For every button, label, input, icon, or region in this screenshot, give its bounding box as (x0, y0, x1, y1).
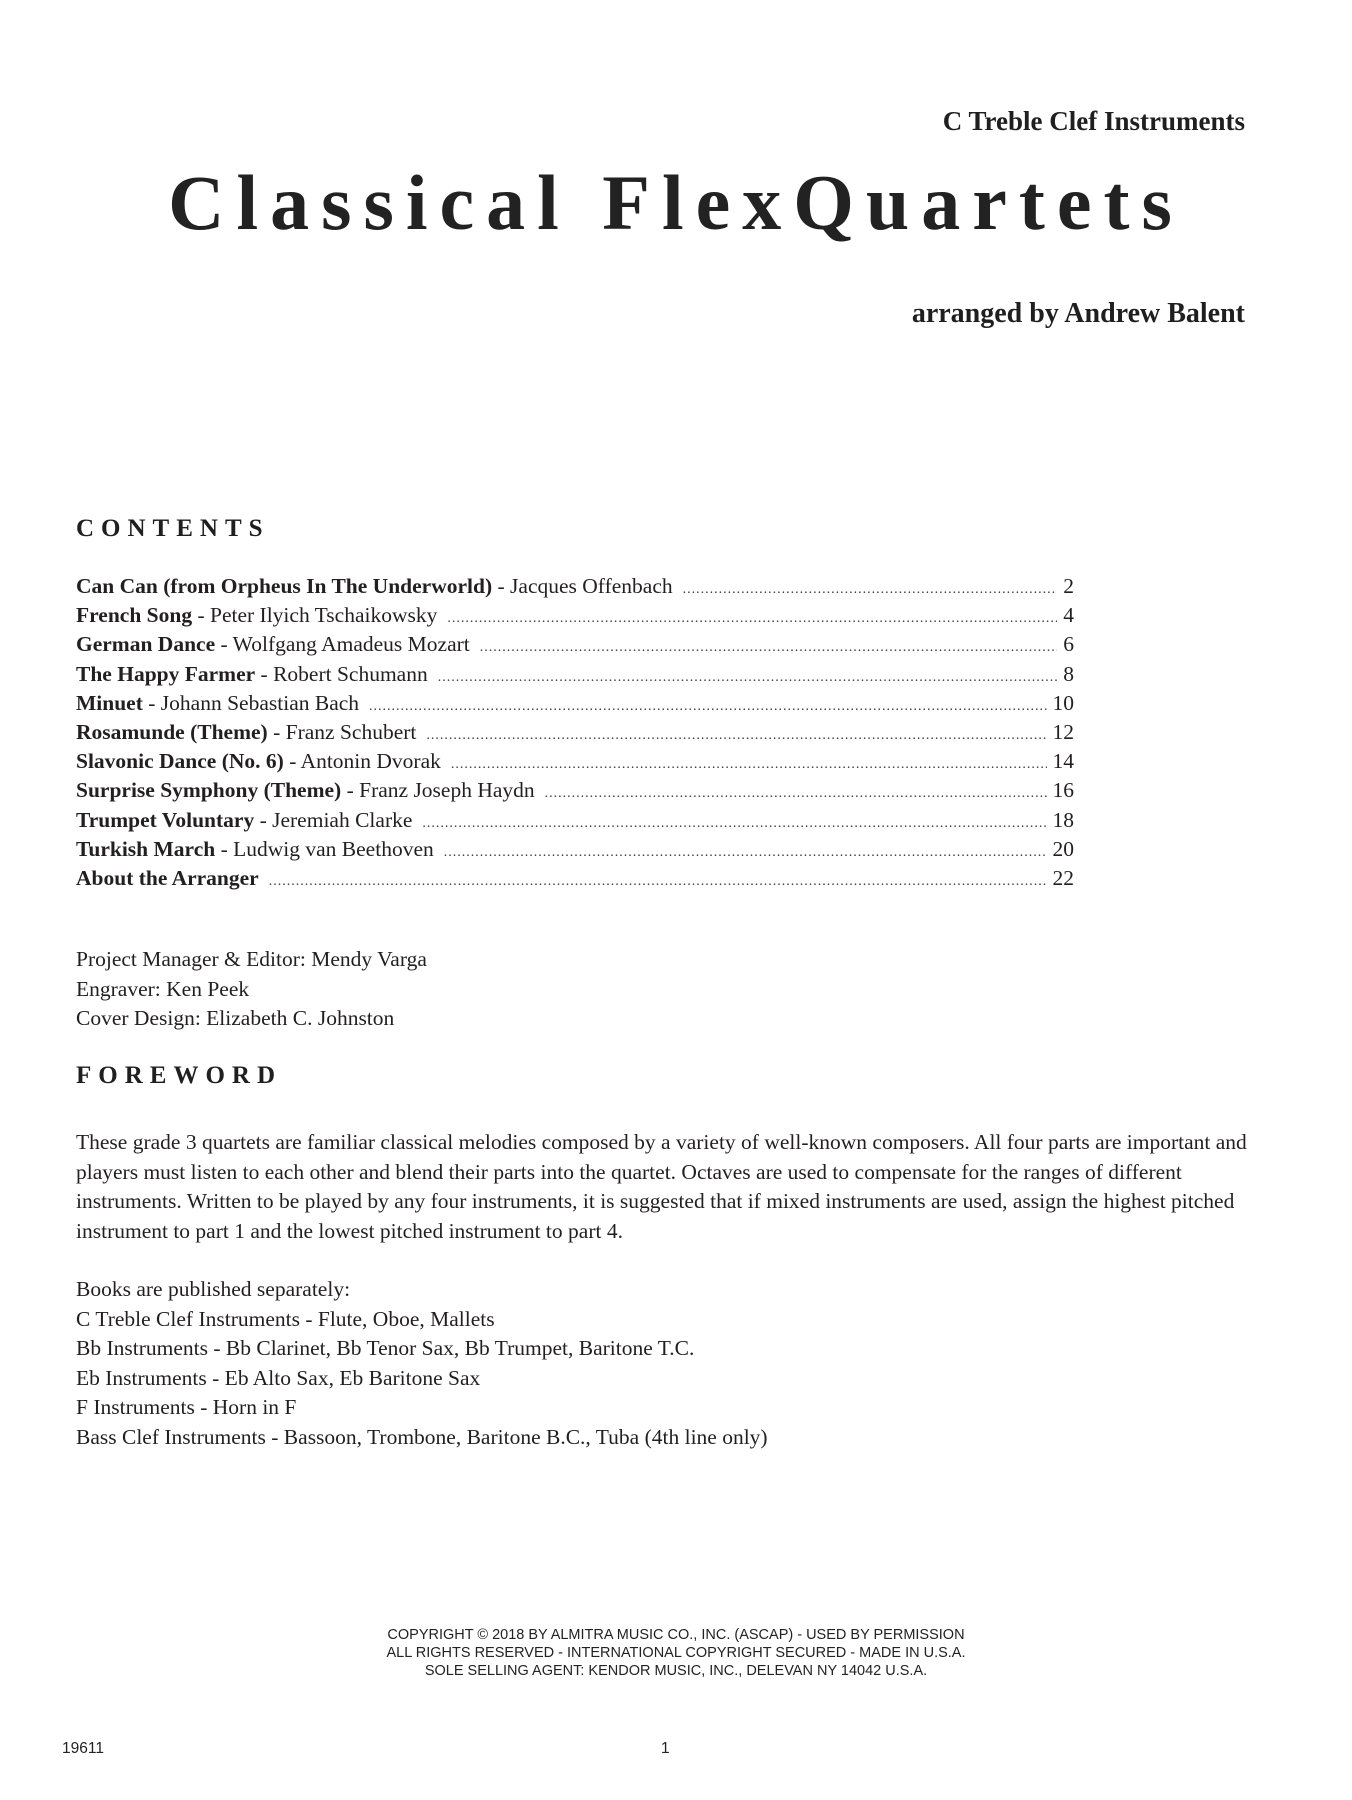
toc-title: German Dance (76, 632, 216, 657)
page-number: 1 (661, 1740, 670, 1757)
toc-entry (76, 837, 1074, 866)
toc-composer: - Wolfgang Amadeus Mozart (220, 632, 470, 657)
toc-composer: - Robert Schumann (260, 661, 428, 686)
toc-entry (76, 778, 1074, 807)
edition-label: C Treble Clef Instruments (942, 106, 1245, 136)
toc-page: 4 (1063, 603, 1074, 628)
toc-page: 6 (1063, 632, 1074, 657)
toc-title: Can Can (from Orpheus In The Underworld) (76, 574, 493, 598)
copyright-line: SOLE SELLING AGENT: KENDOR MUSIC, INC., DELEVAN NY 14042 U.S.A. (424, 1663, 928, 1679)
toc-title: Minuet (76, 690, 143, 715)
toc-title: Slavonic Dance (No. 6) (76, 749, 284, 774)
toc-composer: - Franz Schubert (273, 719, 417, 744)
toc-leader (683, 582, 1058, 598)
copyright-line: COPYRIGHT © 2018 BY ALMITRA MUSIC CO., INC. (ASCAP) - USED BY PERMISSION (387, 1627, 965, 1643)
toc-title: French Song (76, 603, 193, 628)
book-edition-item: Bass Clef Instruments - Bassoon, Trombone, Baritone B.C., Tuba (4th line only) (76, 1424, 768, 1449)
toc-leader (451, 757, 1047, 773)
toc-entry (76, 749, 1074, 778)
toc-leader (438, 670, 1058, 686)
toc-composer: - Jacques Offenbach (497, 574, 673, 598)
toc-composer: - Antonin Dvorak (289, 749, 441, 774)
toc-leader (480, 640, 1058, 656)
toc-entry (76, 662, 1074, 691)
toc-entry (76, 691, 1074, 720)
toc-leader (369, 699, 1046, 715)
book-edition-item: F Instruments - Horn in F (76, 1395, 297, 1419)
toc-composer: - Franz Joseph Haydn (346, 778, 535, 803)
book-title: Classical FlexQuartets (168, 159, 1184, 246)
toc-title: Trumpet Voluntary (76, 807, 255, 832)
contents-heading: CONTENTS (76, 515, 270, 542)
toc-title: Surprise Symphony (Theme) (76, 778, 342, 803)
toc-composer: - Johann Sebastian Bach (148, 690, 360, 715)
arranger-credit: arranged by Andrew Balent (911, 298, 1245, 329)
toc-entry (76, 603, 1074, 632)
book-edition-item: C Treble Clef Instruments - Flute, Oboe, Mallets (76, 1306, 495, 1331)
engraver-credit: Engraver: Ken Peek (76, 976, 250, 1001)
toc-composer: - Ludwig van Beethoven (220, 836, 434, 861)
toc-page: 12 (1052, 719, 1074, 744)
toc-title: The Happy Farmer (76, 661, 256, 686)
toc-page: 22 (1052, 865, 1074, 890)
toc-page: 14 (1052, 749, 1074, 774)
books-list (76, 1275, 768, 1452)
toc-page: 16 (1052, 778, 1074, 803)
toc-title: Turkish March (76, 836, 216, 861)
catalog-number: 19611 (62, 1740, 104, 1757)
toc-page: 2 (1063, 574, 1074, 598)
toc-entry (76, 808, 1074, 837)
books-intro: Books are published separately: (76, 1277, 351, 1301)
toc-entry (76, 866, 1074, 895)
toc-leader (444, 845, 1047, 861)
toc-title: About the Arranger (76, 865, 259, 890)
copyright-line: ALL RIGHTS RESERVED - INTERNATIONAL COPYRIGHT SECURED - MADE IN U.S.A. (386, 1645, 966, 1661)
toc-leader (545, 786, 1047, 802)
toc-title: Rosamunde (Theme) (76, 719, 268, 744)
toc-leader (269, 874, 1047, 890)
toc-page: 10 (1052, 690, 1074, 715)
toc-leader (426, 728, 1046, 744)
project-manager-credit: Project Manager & Editor: Mendy Varga (76, 947, 427, 971)
copyright-notice (0, 1626, 1352, 1680)
toc-leader (422, 816, 1046, 832)
toc-page: 8 (1063, 661, 1074, 686)
toc-leader (447, 611, 1057, 627)
toc-page: 20 (1052, 836, 1074, 861)
production-credits (76, 945, 427, 1034)
toc-entry (76, 632, 1074, 661)
book-edition-item: Eb Instruments - Eb Alto Sax, Eb Baritone Sax (76, 1365, 481, 1390)
toc-composer: - Peter Ilyich Tschaikowsky (197, 603, 438, 628)
toc-entry (76, 574, 1074, 603)
table-of-contents (76, 574, 1074, 895)
toc-composer: - Jeremiah Clarke (259, 807, 413, 832)
toc-page: 18 (1052, 807, 1074, 832)
foreword-heading: FOREWORD (76, 1062, 282, 1089)
toc-entry (76, 720, 1074, 749)
cover-design-credit: Cover Design: Elizabeth C. Johnston (76, 1006, 395, 1030)
foreword-paragraph: These grade 3 quartets are familiar classical melodies composed by a variety of well-known composers. All four parts are important and players must listen to each other and blend their parts into the quartet. Octaves are used to compensate for the ranges of different instruments. Written to be played by any four instruments, it is suggested that if mixed instruments are used, assign the highest pitched instrument to part 1 and the lowest pitched instrument to part 4. (76, 1130, 1247, 1243)
book-edition-item: Bb Instruments - Bb Clarinet, Bb Tenor Sax, Bb Trumpet, Baritone T.C. (76, 1336, 695, 1360)
